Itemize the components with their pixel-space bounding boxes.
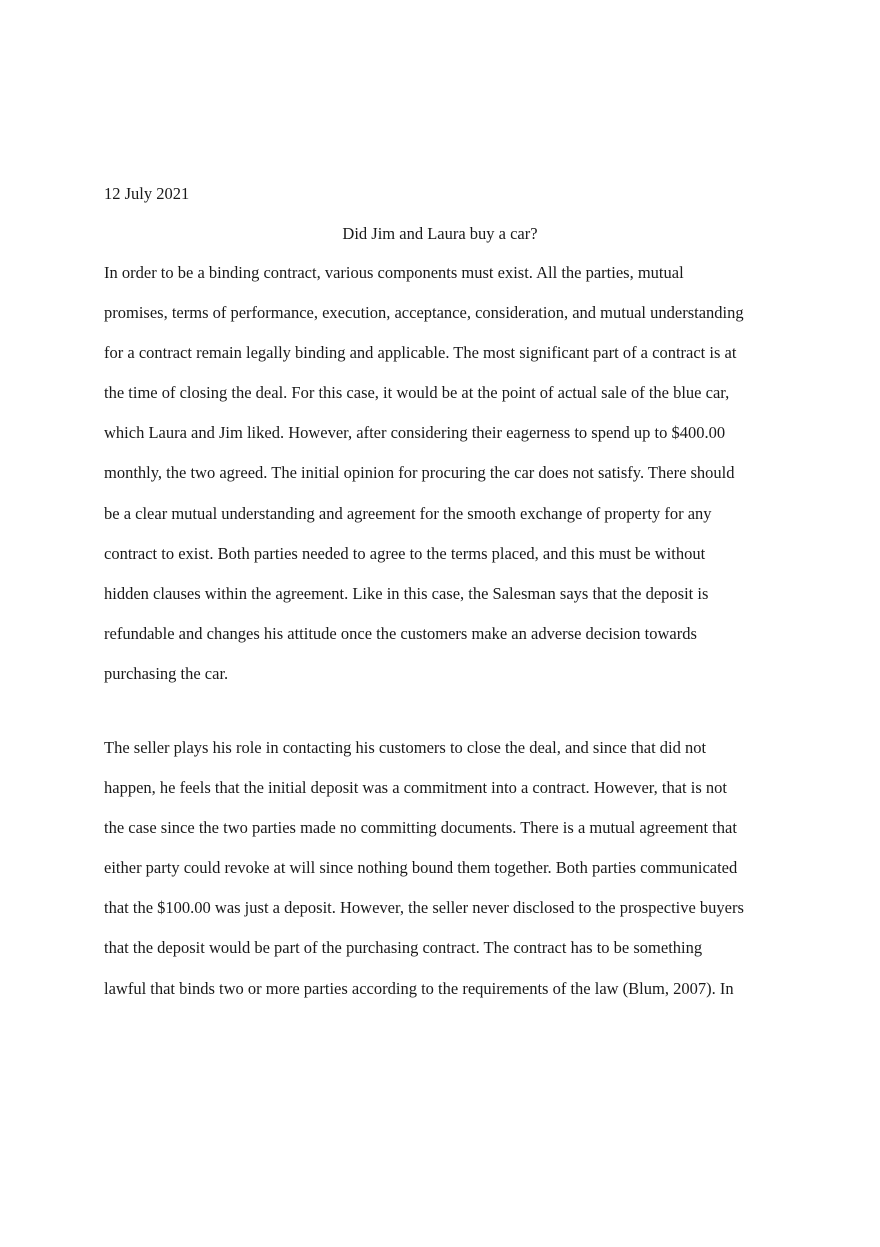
text-line: refundable and changes his attitude once the customers make an adverse decision towards [104,623,697,643]
text-line: either party could revoke at will since nothing bound them together. Both parties communicated [104,858,738,878]
text-line: promises, terms of performance, execution, acceptance, consideration, and mutual understanding [104,303,744,323]
text-line: contract to exist. Both parties needed to agree to the terms placed, and this must be without [104,543,706,563]
text-line: for a contract remain legally binding and applicable. The most significant part of a contract is at [104,343,737,363]
text-line: that the $100.00 was just a deposit. However, the seller never disclosed to the prospective buyers [104,898,744,918]
paragraph-2 [104,736,784,1017]
text-line: In order to be a binding contract, various components must exist. All the parties, mutual [104,263,684,282]
text-line: be a clear mutual understanding and agreement for the smooth exchange of property for any [104,503,712,523]
paragraph-1 [104,261,784,702]
document-title: Did Jim and Laura buy a car? [342,224,538,243]
text-line: happen, he feels that the initial deposit was a commitment into a contract. However, that is not [104,778,727,798]
text-line: hidden clauses within the agreement. Like in this case, the Salesman says that the deposit is [104,583,709,603]
text-line: that the deposit would be part of the purchasing contract. The contract has to be something [104,938,703,958]
document-date: 12 July 2021 [104,184,190,203]
text-line: purchasing the car. [104,663,229,683]
text-line: the case since the two parties made no committing documents. There is a mutual agreement that [104,818,737,838]
text-line: the time of closing the deal. For this case, it would be at the point of actual sale of the blue car, [104,383,730,403]
text-line: which Laura and Jim liked. However, after considering their eagerness to spend up to $400.00 [104,423,726,443]
text-line: lawful that binds two or more parties according to the requirements of the law (Blum, 2007). In [104,978,734,998]
text-line: The seller plays his role in contacting his customers to close the deal, and since that did not [104,738,707,757]
text-line: monthly, the two agreed. The initial opinion for procuring the car does not satisfy. There should [104,463,735,483]
